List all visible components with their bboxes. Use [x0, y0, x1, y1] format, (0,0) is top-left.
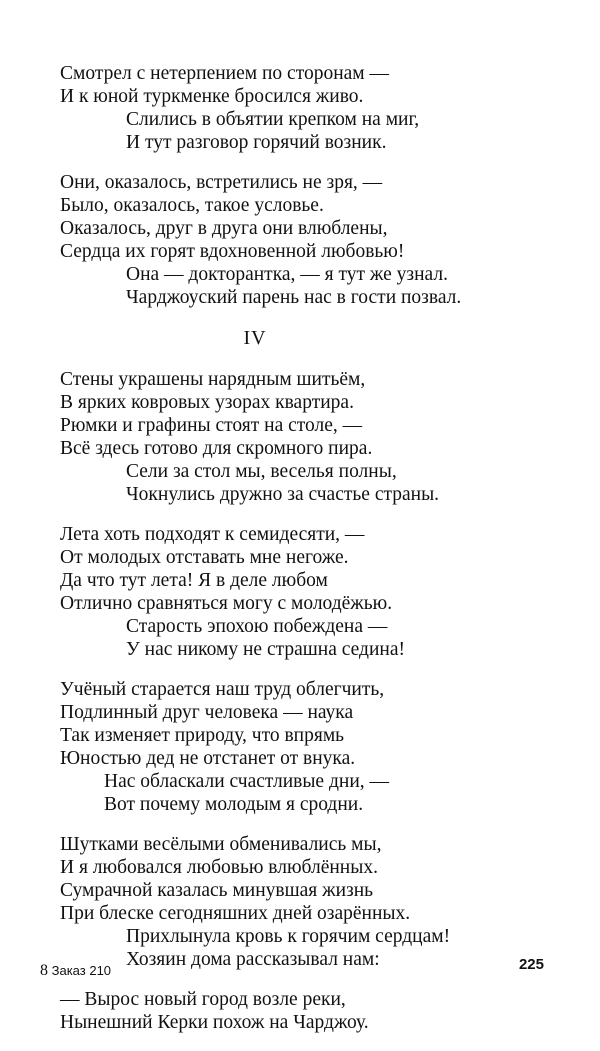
- poem-line: Чарджоуский парень нас в гости позвал.: [126, 287, 462, 308]
- poem-line: Чокнулись дружно за счастье страны.: [126, 484, 440, 505]
- poem-line: Рюмки и графины стоят на столе, —: [60, 415, 363, 436]
- poem-line: И я любовался любовью влюблённых.: [60, 857, 378, 878]
- poem-line: Они, оказалось, встретились не зря, —: [60, 172, 383, 193]
- page-number: 225: [518, 956, 544, 973]
- stanza: [60, 988, 580, 1034]
- poem-line: Прихлынула кровь к горячим сердцам!: [126, 926, 451, 947]
- section-heading: IV: [243, 327, 267, 349]
- poem-body: [60, 62, 580, 1051]
- poem-line: В ярких ковровых узорах квартира.: [60, 392, 354, 413]
- stanza: [60, 833, 580, 971]
- poem-line: Смотрел с нетерпением по сторонам —: [60, 63, 390, 84]
- poem-line: Вот почему молодым я сродни.: [104, 794, 364, 815]
- poem-line: Слились в объятии крепком на миг,: [126, 109, 420, 130]
- poem-line: От молодых отставать мне негоже.: [60, 547, 349, 568]
- poem-line: И тут разговор горячий возник.: [126, 132, 387, 153]
- stanza: [60, 62, 580, 154]
- stanzas-before-section: [60, 62, 580, 309]
- stanzas-after-section: [60, 368, 580, 1034]
- poem-line: Сердца их горят вдохновенной любовью!: [60, 241, 405, 262]
- poem-line: Юностью дед не отстанет от внука.: [60, 748, 356, 769]
- poem-line: Было, оказалось, такое условье.: [60, 195, 324, 216]
- poem-line: Всё здесь готово для скромного пира.: [60, 438, 373, 459]
- poem-line: Нас обласкали счастливые дни, —: [104, 771, 390, 792]
- poem-line: Стены украшены нарядным шитьём,: [60, 369, 366, 390]
- poem-line: Сели за стол мы, веселья полны,: [126, 461, 397, 482]
- poem-line: Она — докторантка, — я тут же узнал.: [126, 264, 448, 285]
- poem-line: Сумрачной казалась минувшая жизнь: [60, 880, 374, 901]
- stanza: [60, 368, 580, 506]
- poem-line: Отлично сравняться могу с молодёжью.: [60, 593, 393, 614]
- poem-line: Подлинный друг человека — наука: [60, 702, 354, 723]
- poem-line: Так изменяет природу, что впрямь: [60, 725, 345, 746]
- poem-line: И к юной туркменке бросился живо.: [60, 86, 364, 107]
- stanza: [60, 678, 580, 816]
- signature-text: Заказ 210: [51, 963, 112, 978]
- poem-line: У нас никому не страшна седина!: [126, 639, 405, 660]
- poem-line: Шутками весёлыми обменивались мы,: [60, 834, 382, 855]
- stanza: [60, 171, 580, 309]
- poem-line: — Вырос новый город возле реки,: [60, 989, 346, 1010]
- stanza: [60, 523, 580, 661]
- signature-number: 8: [40, 962, 48, 979]
- poem-line: Хозяин дома рассказывал нам:: [126, 949, 380, 970]
- poem-line: При блеске сегодняшних дней озарённых.: [60, 903, 411, 924]
- poem-line: Нынешний Керки похож на Чарджоу.: [60, 1012, 369, 1033]
- poem-line: Лета хоть подходят к семидесяти, —: [60, 524, 365, 545]
- poem-line: Оказалось, друг в друга они влюблены,: [60, 218, 388, 239]
- printer-signature: [40, 962, 111, 980]
- poem-line: Да что тут лета! Я в деле любом: [60, 570, 328, 591]
- poem-line: Старость эпохою побеждена —: [126, 616, 388, 637]
- poem-line: Учёный старается наш труд облегчить,: [60, 679, 385, 700]
